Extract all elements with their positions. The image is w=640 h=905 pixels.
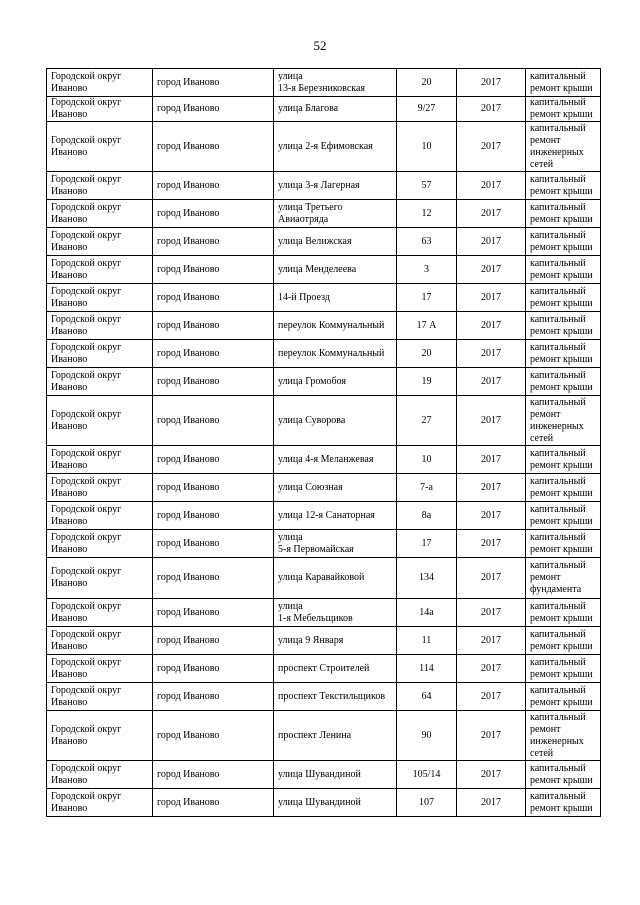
table-row	[47, 284, 601, 312]
street-cell: улица Велижская	[274, 228, 397, 256]
work-type-cell: капитальный ремонт крыши	[526, 502, 601, 530]
work-type-cell: капитальный ремонт крыши	[526, 599, 601, 627]
work-type-cell: капитальный ремонт крыши	[526, 228, 601, 256]
house-number-cell: 107	[397, 789, 457, 817]
city-cell: город Иваново	[153, 228, 274, 256]
street-cell: улица 13-я Березниковская	[274, 69, 397, 97]
municipality-cell: Городской округ Иваново	[47, 312, 153, 340]
municipality-cell: Городской округ Иваново	[47, 228, 153, 256]
municipality-cell: Городской округ Иваново	[47, 474, 153, 502]
year-cell: 2017	[457, 122, 526, 172]
house-number-cell: 63	[397, 228, 457, 256]
municipality-cell: Городской округ Иваново	[47, 284, 153, 312]
table-row	[47, 228, 601, 256]
table-row	[47, 530, 601, 558]
city-cell: город Иваново	[153, 69, 274, 97]
city-cell: город Иваново	[153, 530, 274, 558]
city-cell: город Иваново	[153, 627, 274, 655]
year-cell: 2017	[457, 655, 526, 683]
house-number-cell: 134	[397, 558, 457, 599]
street-cell: улица Каравайковой	[274, 558, 397, 599]
municipality-cell: Городской округ Иваново	[47, 599, 153, 627]
house-number-cell: 10	[397, 122, 457, 172]
street-cell: улица Суворова	[274, 396, 397, 446]
street-cell: улица Шувандиной	[274, 789, 397, 817]
year-cell: 2017	[457, 284, 526, 312]
year-cell: 2017	[457, 502, 526, 530]
year-cell: 2017	[457, 69, 526, 97]
city-cell: город Иваново	[153, 474, 274, 502]
city-cell: город Иваново	[153, 368, 274, 396]
year-cell: 2017	[457, 228, 526, 256]
house-number-cell: 17	[397, 284, 457, 312]
street-cell: улица Третьего Авиаотряда	[274, 200, 397, 228]
house-number-cell: 11	[397, 627, 457, 655]
city-cell: город Иваново	[153, 396, 274, 446]
city-cell: город Иваново	[153, 446, 274, 474]
house-number-cell: 105/14	[397, 761, 457, 789]
table-row	[47, 69, 601, 97]
work-type-cell: капитальный ремонт крыши	[526, 655, 601, 683]
year-cell: 2017	[457, 711, 526, 761]
year-cell: 2017	[457, 599, 526, 627]
house-number-cell: 14а	[397, 599, 457, 627]
city-cell: город Иваново	[153, 122, 274, 172]
municipality-cell: Городской округ Иваново	[47, 172, 153, 200]
table-row	[47, 200, 601, 228]
house-number-cell: 114	[397, 655, 457, 683]
municipality-cell: Городской округ Иваново	[47, 502, 153, 530]
street-cell: проспект Строителей	[274, 655, 397, 683]
house-number-cell: 12	[397, 200, 457, 228]
city-cell: город Иваново	[153, 599, 274, 627]
city-cell: город Иваново	[153, 97, 274, 122]
house-number-cell: 64	[397, 683, 457, 711]
table-row	[47, 122, 601, 172]
table-row	[47, 683, 601, 711]
year-cell: 2017	[457, 340, 526, 368]
work-type-cell: капитальный ремонт инженерных сетей	[526, 396, 601, 446]
table-row	[47, 446, 601, 474]
house-number-cell: 8а	[397, 502, 457, 530]
work-type-cell: капитальный ремонт крыши	[526, 474, 601, 502]
city-cell: город Иваново	[153, 683, 274, 711]
street-cell: улица 9 Января	[274, 627, 397, 655]
house-number-cell: 10	[397, 446, 457, 474]
house-number-cell: 90	[397, 711, 457, 761]
house-number-cell: 7-а	[397, 474, 457, 502]
city-cell: город Иваново	[153, 558, 274, 599]
municipality-cell: Городской округ Иваново	[47, 396, 153, 446]
house-number-cell: 17 А	[397, 312, 457, 340]
year-cell: 2017	[457, 530, 526, 558]
street-cell: улица 2-я Ефимовская	[274, 122, 397, 172]
city-cell: город Иваново	[153, 312, 274, 340]
work-type-cell: капитальный ремонт крыши	[526, 683, 601, 711]
work-type-cell: капитальный ремонт крыши	[526, 789, 601, 817]
work-type-cell: капитальный ремонт крыши	[526, 446, 601, 474]
year-cell: 2017	[457, 446, 526, 474]
house-number-cell: 9/27	[397, 97, 457, 122]
street-cell: улица 3-я Лагерная	[274, 172, 397, 200]
year-cell: 2017	[457, 761, 526, 789]
municipality-cell: Городской округ Иваново	[47, 256, 153, 284]
year-cell: 2017	[457, 474, 526, 502]
table-row	[47, 789, 601, 817]
table-row	[47, 312, 601, 340]
street-cell: улица 4-я Меланжевая	[274, 446, 397, 474]
table-row	[47, 711, 601, 761]
work-type-cell: капитальный ремонт крыши	[526, 368, 601, 396]
municipality-cell: Городской округ Иваново	[47, 340, 153, 368]
municipality-cell: Городской округ Иваново	[47, 446, 153, 474]
work-type-cell: капитальный ремонт крыши	[526, 284, 601, 312]
street-cell: улица 5-я Первомайская	[274, 530, 397, 558]
work-type-cell: капитальный ремонт крыши	[526, 97, 601, 122]
street-cell: улица 1-я Мебельщиков	[274, 599, 397, 627]
municipality-cell: Городской округ Иваново	[47, 200, 153, 228]
year-cell: 2017	[457, 256, 526, 284]
street-cell: улица Менделеева	[274, 256, 397, 284]
street-cell: проспект Ленина	[274, 711, 397, 761]
house-number-cell: 17	[397, 530, 457, 558]
year-cell: 2017	[457, 368, 526, 396]
table-row	[47, 761, 601, 789]
municipality-cell: Городской округ Иваново	[47, 530, 153, 558]
street-cell: 14-й Проезд	[274, 284, 397, 312]
table-row	[47, 368, 601, 396]
city-cell: город Иваново	[153, 256, 274, 284]
city-cell: город Иваново	[153, 340, 274, 368]
work-type-cell: капитальный ремонт крыши	[526, 761, 601, 789]
street-cell: проспект Текстильщиков	[274, 683, 397, 711]
table-row	[47, 396, 601, 446]
year-cell: 2017	[457, 789, 526, 817]
year-cell: 2017	[457, 172, 526, 200]
city-cell: город Иваново	[153, 655, 274, 683]
municipality-cell: Городской округ Иваново	[47, 789, 153, 817]
work-type-cell: капитальный ремонт крыши	[526, 69, 601, 97]
municipality-cell: Городской округ Иваново	[47, 69, 153, 97]
work-type-cell: капитальный ремонт фундамента	[526, 558, 601, 599]
house-number-cell: 20	[397, 69, 457, 97]
city-cell: город Иваново	[153, 284, 274, 312]
year-cell: 2017	[457, 312, 526, 340]
municipality-cell: Городской округ Иваново	[47, 761, 153, 789]
table-row	[47, 502, 601, 530]
table-row	[47, 256, 601, 284]
table-body	[47, 69, 601, 817]
city-cell: город Иваново	[153, 502, 274, 530]
year-cell: 2017	[457, 97, 526, 122]
work-type-cell: капитальный ремонт крыши	[526, 530, 601, 558]
municipality-cell: Городской округ Иваново	[47, 368, 153, 396]
table-row	[47, 627, 601, 655]
table-row	[47, 655, 601, 683]
table-row	[47, 97, 601, 122]
work-type-cell: капитальный ремонт крыши	[526, 172, 601, 200]
work-type-cell: капитальный ремонт крыши	[526, 256, 601, 284]
municipality-cell: Городской округ Иваново	[47, 655, 153, 683]
street-cell: улица Громобоя	[274, 368, 397, 396]
street-cell: улица Благова	[274, 97, 397, 122]
work-type-cell: капитальный ремонт крыши	[526, 627, 601, 655]
work-type-cell: капитальный ремонт крыши	[526, 340, 601, 368]
city-cell: город Иваново	[153, 761, 274, 789]
municipality-cell: Городской округ Иваново	[47, 627, 153, 655]
municipality-cell: Городской округ Иваново	[47, 122, 153, 172]
work-type-cell: капитальный ремонт инженерных сетей	[526, 122, 601, 172]
house-number-cell: 19	[397, 368, 457, 396]
table-row	[47, 172, 601, 200]
municipality-cell: Городской округ Иваново	[47, 558, 153, 599]
table-row	[47, 474, 601, 502]
city-cell: город Иваново	[153, 789, 274, 817]
street-cell: переулок Коммунальный	[274, 340, 397, 368]
city-cell: город Иваново	[153, 200, 274, 228]
city-cell: город Иваново	[153, 172, 274, 200]
work-type-cell: капитальный ремонт инженерных сетей	[526, 711, 601, 761]
house-number-cell: 3	[397, 256, 457, 284]
work-type-cell: капитальный ремонт крыши	[526, 312, 601, 340]
city-cell: город Иваново	[153, 711, 274, 761]
street-cell: улица 12-я Санаторная	[274, 502, 397, 530]
municipality-cell: Городской округ Иваново	[47, 711, 153, 761]
table-row	[47, 340, 601, 368]
page-number: 52	[313, 38, 327, 53]
work-type-cell: капитальный ремонт крыши	[526, 200, 601, 228]
table-row	[47, 558, 601, 599]
year-cell: 2017	[457, 200, 526, 228]
house-number-cell: 20	[397, 340, 457, 368]
street-cell: переулок Коммунальный	[274, 312, 397, 340]
street-cell: улица Союзная	[274, 474, 397, 502]
repair-registry-table	[46, 68, 601, 817]
table-row	[47, 599, 601, 627]
street-cell: улица Шувандиной	[274, 761, 397, 789]
house-number-cell: 57	[397, 172, 457, 200]
year-cell: 2017	[457, 396, 526, 446]
year-cell: 2017	[457, 683, 526, 711]
municipality-cell: Городской округ Иваново	[47, 97, 153, 122]
year-cell: 2017	[457, 558, 526, 599]
municipality-cell: Городской округ Иваново	[47, 683, 153, 711]
house-number-cell: 27	[397, 396, 457, 446]
year-cell: 2017	[457, 627, 526, 655]
